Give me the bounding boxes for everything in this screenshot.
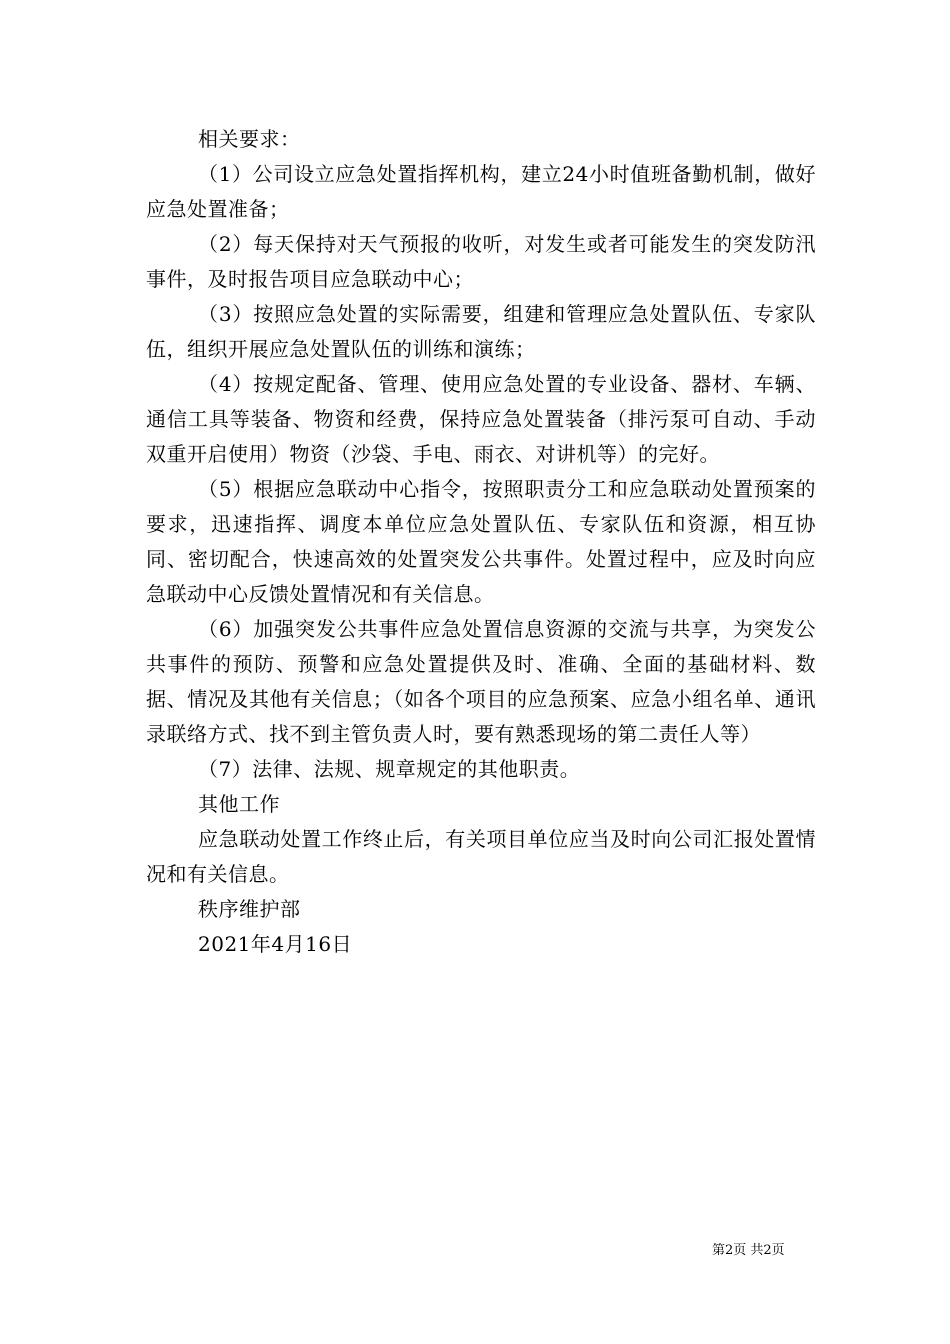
other-work-paragraph: 应急联动处置工作终止后，有关项目单位应当及时向公司汇报处置情况和有关信息。	[146, 827, 816, 886]
requirement-item-7: （7）法律、法规、规章规定的其他职责。	[198, 757, 581, 781]
requirement-item-4: （4）按规定配备、管理、使用应急处置的专业设备、器材、车辆、通信工具等装备、物资和经费，保持应急处置装备（排污泵可自动、手动双重开启使用）物资（沙袋、手电、雨衣、对讲机等）的完好。	[146, 372, 816, 466]
document-body	[146, 122, 816, 962]
section-heading-other-work: 其他工作	[198, 792, 280, 816]
signature-date: 2021年4月16日	[198, 932, 353, 956]
section-heading-requirements: 相关要求：	[198, 127, 301, 151]
requirement-item-1: （1）公司设立应急处置指挥机构，建立24小时值班备勤机制，做好应急处置准备；	[146, 162, 816, 221]
requirement-item-6: （6）加强突发公共事件应急处置信息资源的交流与共享，为突发公共事件的预防、预警和应急处置提供及时、准确、全面的基础材料、数据、情况及其他有关信息；（如各个项目的应急预案、应急小组名单、通讯录联络方式、找不到主管负责人时，要有熟悉现场的第二责任人等）	[146, 617, 816, 746]
requirement-item-5: （5）根据应急联动中心指令，按照职责分工和应急联动处置预案的要求，迅速指挥、调度本单位应急处置队伍、专家队伍和资源，相互协同、密切配合，快速高效的处置突发公共事件。处置过程中，应及时向应急联动中心反馈处置情况和有关信息。	[146, 477, 816, 606]
signature-department: 秩序维护部	[198, 897, 301, 921]
requirement-item-3: （3）按照应急处置的实际需要，组建和管理应急处置队伍、专家队伍，组织开展应急处置队伍的训练和演练；	[146, 302, 816, 361]
page-number-footer: 第2页 共2页	[712, 1243, 785, 1258]
requirement-item-2: （2）每天保持对天气预报的收听，对发生或者可能发生的突发防汛事件，及时报告项目应急联动中心；	[146, 232, 816, 291]
